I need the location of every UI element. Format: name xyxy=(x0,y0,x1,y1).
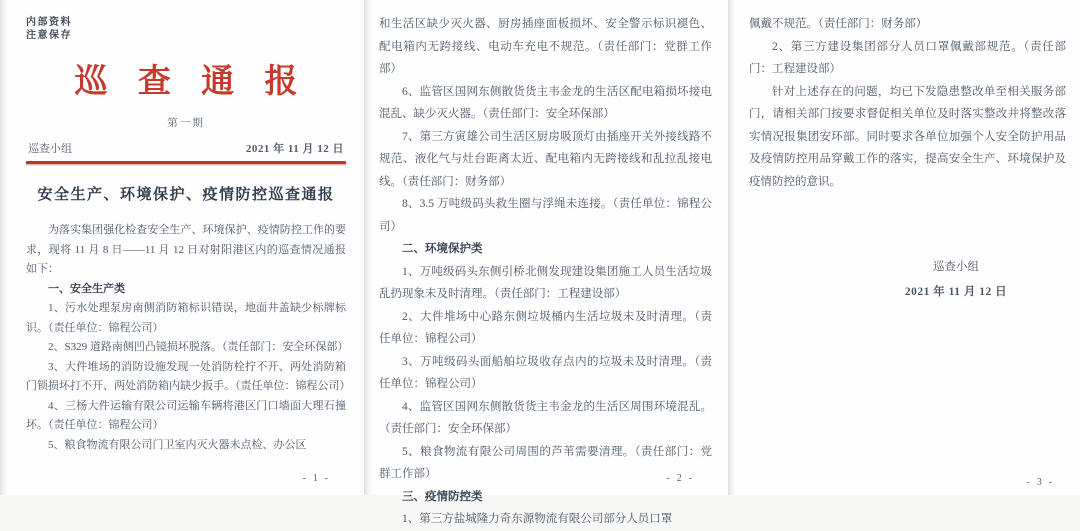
issue-date: 2021 年 11 月 12 日 xyxy=(245,143,344,155)
safety-item-4: 4、三杨大件运输有限公司运输车辆将港区门口墙面大理石撞坏。（责任单位：锦程公司） xyxy=(26,399,346,431)
section-heading-safety: 一、安全生产类 xyxy=(48,282,125,295)
classification-line-2: 注意保存 xyxy=(26,30,72,41)
environment-item-3: 3、万吨级码头面船舶垃圾收存点内的垃圾未及时清理。（责任单位：锦程公司） xyxy=(379,355,712,390)
epidemic-item-1-start: 1、第三方盐城隆力奇东源物流有限公司部分人员口罩 xyxy=(402,513,673,525)
safety-item-5-continued: 和生活区缺少灭火器、厨房插座面板损坏、安全警示标识褪色、配电箱内无跨接线、电动车充电不规范。（责任部门：党群工作部） xyxy=(379,18,712,75)
bulletin-masthead-title: 巡查通报 xyxy=(74,64,328,100)
environment-item-4: 4、监管区国网东侧散货货主韦金龙的生活区周围环境混乱。（责任部门：安全环保部） xyxy=(379,400,712,435)
masthead-divider xyxy=(26,161,346,164)
page-number-3: - 3 - xyxy=(1026,477,1054,488)
safety-item-6: 6、监管区国网东侧散货货主韦金龙的生活区配电箱损坏接电混乱、缺少灭火器。（责任部门：安全环保部） xyxy=(379,85,712,120)
page-number-1: - 1 - xyxy=(302,473,330,484)
environment-item-2: 2、大件堆场中心路东侧垃圾桶内生活垃圾未及时清理。（责任单位：锦程公司） xyxy=(379,310,712,345)
classification-line-1: 内部资料 xyxy=(26,17,72,28)
page-2 xyxy=(364,0,728,525)
signature-date: 2021 年 11 月 12 日 xyxy=(904,286,1008,298)
environment-item-5: 5、粮食物流有限公司周围的芦苇需要清理。（责任部门：党群工作部） xyxy=(379,445,712,480)
closing-paragraph: 针对上述存在的问题，均已下发隐患整改单至相关服务部门，请相关部门按要求督促相关单位及时落实整改并将整改落实情况报集团安环部。同时要求各单位加强个人安全防护用品及疫情防控用品穿戴工作的落实，提高安全生产、环境保护及疫情防控的意识。 xyxy=(749,85,1066,188)
environment-item-1: 1、万吨级码头东侧引桥北侧发现建设集团施工人员生活垃圾乱扔现象未及时清理。（责任部门：工程建设部） xyxy=(379,265,712,300)
safety-item-5-start: 5、粮食物流有限公司门卫室内灭火器未点检、办公区 xyxy=(48,438,307,451)
classification-label xyxy=(26,16,346,42)
report-title: 安全生产、环境保护、疫情防控巡查通报 xyxy=(37,187,335,203)
masthead-meta-row xyxy=(26,140,346,156)
page-number-2: - 2 - xyxy=(666,473,694,484)
page-3 xyxy=(728,0,1080,495)
safety-item-3: 3、大件堆场的消防设施发现一处消防栓拧不开、两处消防箱门锁损坏打不开、两处消防箱内缺少扳手。（责任单位：锦程公司） xyxy=(26,360,351,392)
issuer-label: 巡查小组 xyxy=(28,143,72,155)
section-heading-epidemic: 三、疫情防控类 xyxy=(402,490,483,503)
safety-item-7: 7、第三方寅雄公司生活区厨房吸顶灯由插座开关外接线路不规范、液化气与灶台距离太近、配电箱内无跨接线和乱拉乱接电线。（责任部门：财务部） xyxy=(379,130,712,188)
epidemic-item-1-continued: 佩戴不规范。（责任部门：财务部） xyxy=(749,18,928,30)
signature-block xyxy=(876,255,1036,305)
safety-item-8: 8、3.5 万吨级码头救生圈与浮绳未连接。（责任单位：锦程公司） xyxy=(379,198,712,233)
safety-item-1: 1、污水处理泵房南侧消防箱标识错误，地面井盖缺少标牌标识。（责任单位：锦程公司） xyxy=(26,302,346,334)
signature-issuer: 巡查小组 xyxy=(933,261,979,273)
section-heading-environment: 二、环境保护类 xyxy=(402,243,483,255)
issue-number: 第一期 xyxy=(167,118,205,129)
page-1-body xyxy=(26,221,351,455)
safety-item-2: 2、S329 道路南侧凹凸镜损坏脱落。（责任部门：安全环保部） xyxy=(48,341,349,353)
epidemic-item-2: 2、第三方建设集团部分人员口罩佩戴部规范。（责任部门：工程建设部） xyxy=(749,40,1066,75)
intro-paragraph: 为落实集团强化检查安全生产、环境保护、疫情防控工作的要求，现将 11 月 8 日——11 月 12 日对射阳港区内的巡查情况通报如下： xyxy=(26,224,346,275)
page-1 xyxy=(0,0,364,495)
